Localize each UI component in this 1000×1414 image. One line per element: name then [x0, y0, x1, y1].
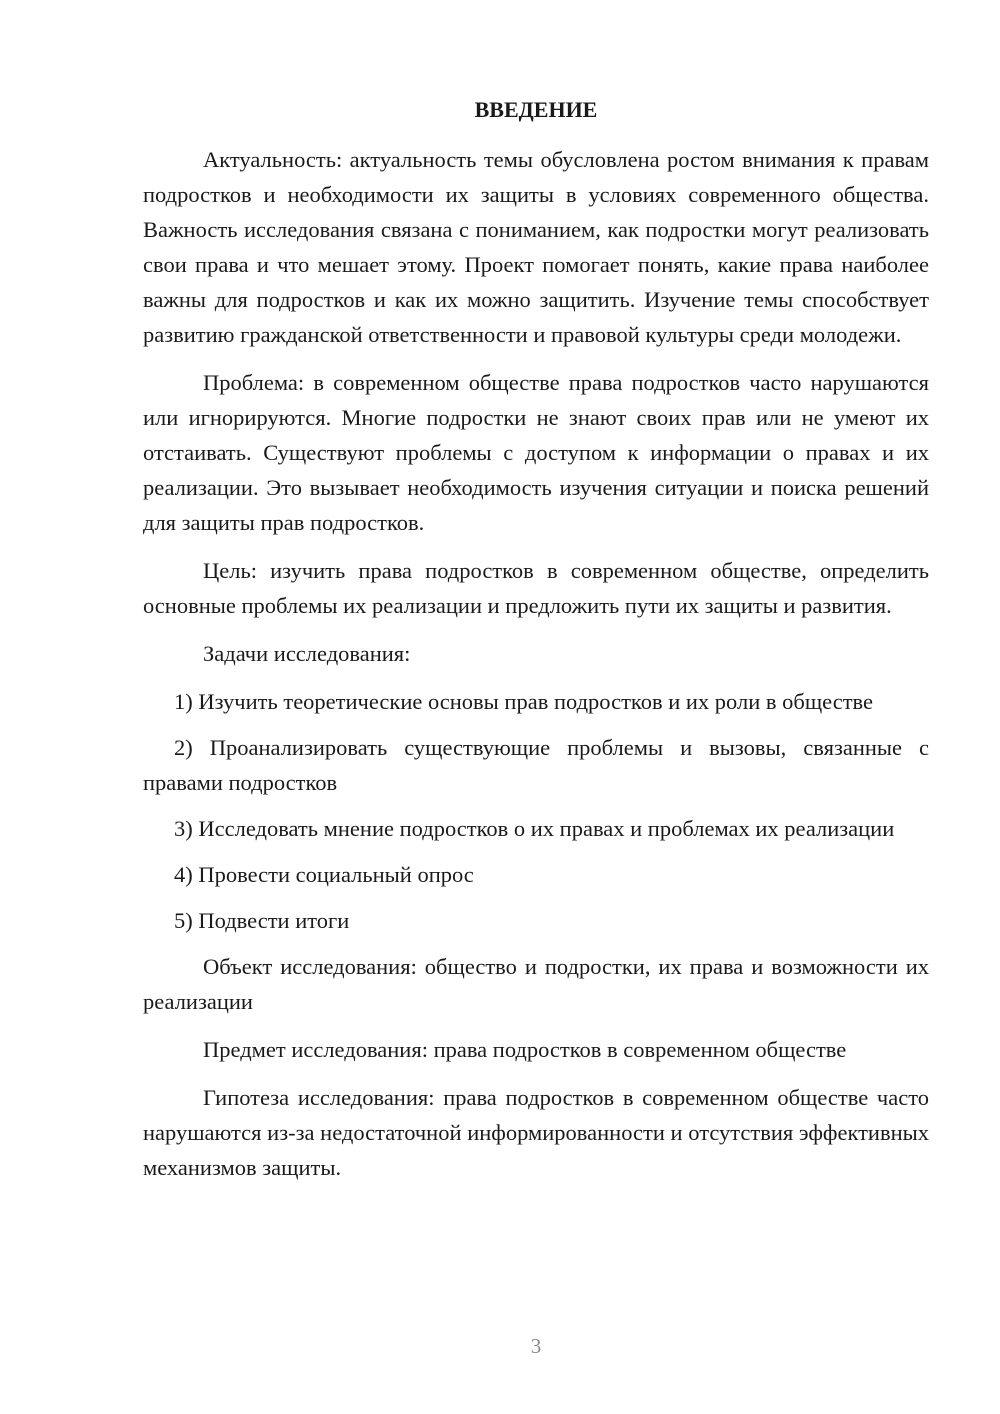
hypothesis-paragraph: Гипотеза исследования: права подростков в современном обществе часто нарушаются из-за недостаточной информированности и отсутствия эффективных механизмов защиты. [143, 1085, 929, 1180]
page-number: 3 [530, 1334, 542, 1358]
task-item-3: 3) Исследовать мнение подростков о их правах и проблемах их реализации [174, 816, 895, 841]
object-paragraph: Объект исследования: общество и подростки, их права и возможности их реализации [143, 954, 929, 1014]
goal-paragraph: Цель: изучить права подростков в современном обществе, определить основные проблемы их реализации и предложить пути их защиты и развития. [143, 558, 929, 618]
task-item-1: 1) Изучить теоретические основы прав подростков и их роли в обществе [174, 689, 874, 714]
section-heading: ВВЕДЕНИЕ [474, 97, 598, 122]
problem-paragraph: Проблема: в современном обществе права подростков часто нарушаются или игнорируются. Многие подростки не знают своих прав или не умеют их отстаивать. Существуют проблемы с доступом к информации о правах и их реализации. Это вызывает необходимость изучения ситуации и поиска решений для защиты прав подростков. [143, 370, 929, 535]
tasks-heading: Задачи исследования: [203, 641, 411, 666]
subject-paragraph: Предмет исследования: права подростков в современном обществе [203, 1037, 847, 1062]
task-item-2: 2) Проанализировать существующие проблемы и вызовы, связанные с правами подростков [143, 735, 929, 795]
relevance-paragraph: Актуальность: актуальность темы обусловлена ростом внимания к правам подростков и необходимости их защиты в условиях современного общества. Важность исследования связана с пониманием, как подростки могут реализовать свои права и что мешает этому. Проект помогает понять, какие права наиболее важны для подростков и как их можно защитить. Изучение темы способствует развитию гражданской ответственности и правовой культуры среди молодежи. [143, 147, 929, 347]
task-item-4: 4) Провести социальный опрос [174, 862, 474, 887]
task-item-5: 5) Подвести итоги [174, 908, 350, 933]
page-content [143, 92, 929, 1198]
